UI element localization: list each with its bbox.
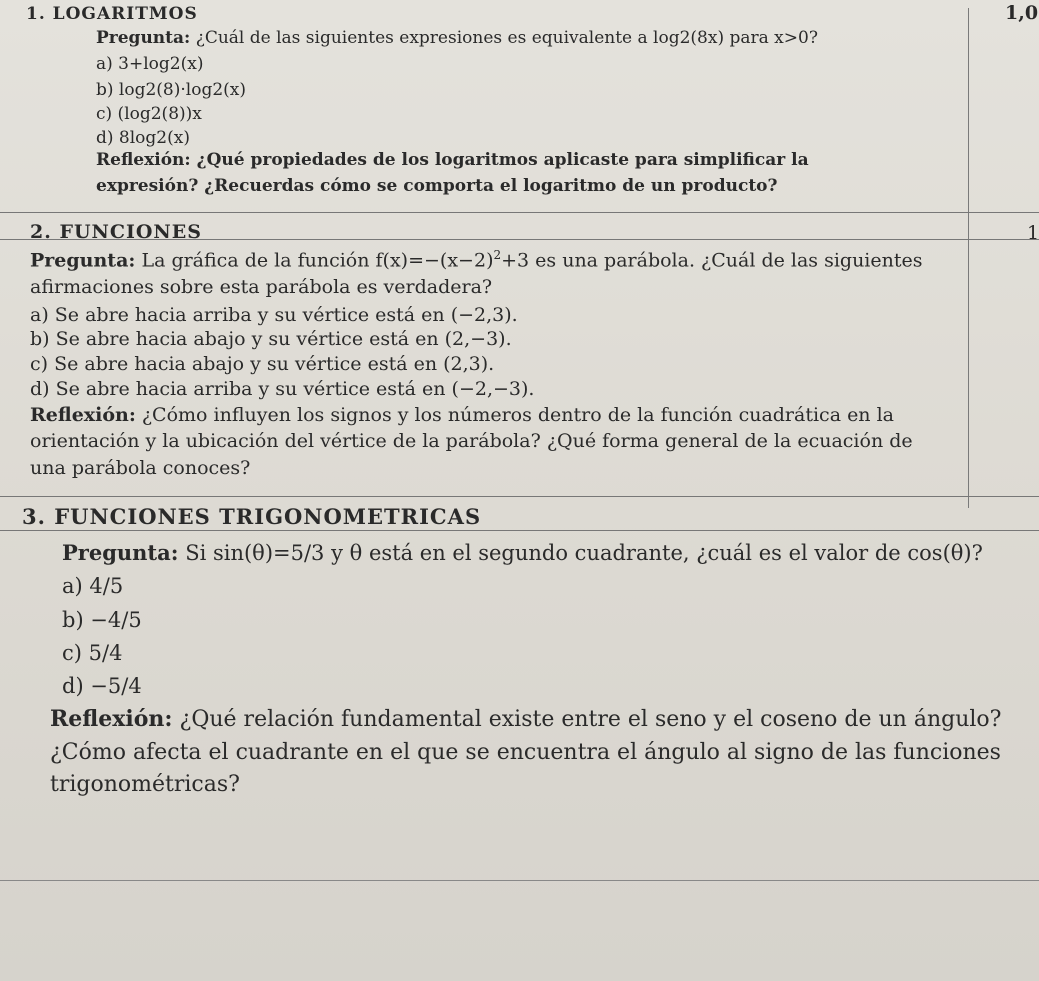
option-a: a) 4/5: [62, 574, 124, 598]
score-top: 1,0: [1005, 2, 1039, 24]
reflection-3-line2: ¿Cómo afecta el cuadrante en el que se encuentra el ángulo al signo de las funciones: [50, 740, 1001, 765]
question-label: Pregunta:: [30, 249, 136, 272]
section-title-funciones: 2. FUNCIONES: [30, 221, 203, 243]
reflection-2-line2: orientación y la ubicación del vértice de la parábola? ¿Qué forma general de la ecuación de: [30, 430, 913, 452]
question-label: Pregunta:: [96, 28, 191, 48]
score-mid: 1: [1027, 222, 1039, 244]
question-label: Pregunta:: [62, 540, 179, 565]
reflection-text: ¿Qué relación fundamental existe entre el seno y el coseno de un ángulo?: [179, 707, 1002, 732]
reflection-text: ¿Cómo influyen los signos y los números dentro de la función cuadrática en la: [141, 404, 894, 426]
question-2-line2: afirmaciones sobre esta parábola es verdadera?: [30, 276, 493, 298]
option-c: c) 5/4: [62, 641, 123, 665]
question-text: ¿Cuál de las siguientes expresiones es equivalente a log2(8x) para x>0?: [195, 28, 818, 48]
reflection-1-line2: expresión? ¿Recuerdas cómo se comporta el logaritmo de un producto?: [96, 176, 778, 196]
option-c: c) Se abre hacia abajo y su vértice está en (2,3).: [30, 353, 495, 375]
question-2-line1: [30, 248, 923, 271]
question-1: [96, 28, 818, 48]
right-column-border: [968, 8, 969, 508]
reflection-3-line1: [50, 706, 1001, 732]
option-a: a) 3+log2(x): [96, 54, 204, 74]
section-title-trigonometricas: 3. FUNCIONES TRIGONOMETRICAS: [22, 504, 482, 529]
option-d: d) 8log2(x): [96, 128, 190, 148]
option-d: d) Se abre hacia arriba y su vértice está en (−2,−3).: [30, 378, 535, 400]
reflection-label: Reflexión:: [30, 404, 136, 426]
option-d: d) −5/4: [62, 674, 142, 698]
exponent: 2: [493, 248, 502, 262]
reflection-label: Reflexión:: [50, 706, 173, 732]
option-b: b) log2(8)·log2(x): [96, 80, 246, 100]
reflection-2-line3: una parábola conoces?: [30, 457, 251, 479]
section-title-logaritmos: 1. LOGARITMOS: [26, 4, 198, 24]
question-text: Si sin(θ)=5/3 y θ está en el segundo cuadrante, ¿cuál es el valor de cos(θ)?: [185, 541, 983, 565]
question-text-a: La gráfica de la función f(x)=−(x−2): [141, 249, 494, 272]
reflection-1-line1: Reflexión: ¿Qué propiedades de los logaritmos aplicaste para simplificar la: [96, 150, 809, 170]
option-b: b) −4/5: [62, 608, 142, 632]
option-a: a) Se abre hacia arriba y su vértice está en (−2,3).: [30, 304, 518, 326]
divider-line: [0, 880, 1039, 881]
divider-line: [0, 212, 1039, 213]
reflection-2-line1: [30, 404, 894, 426]
divider-line: [0, 530, 1039, 531]
divider-line: [0, 496, 1039, 497]
reflection-3-line3: trigonométricas?: [50, 772, 240, 797]
option-b: b) Se abre hacia abajo y su vértice está en (2,−3).: [30, 328, 512, 350]
question-3: [62, 540, 983, 565]
question-text-b: +3 es una parábola. ¿Cuál de las siguientes: [501, 249, 923, 272]
option-c: c) (log2(8))x: [96, 104, 202, 124]
